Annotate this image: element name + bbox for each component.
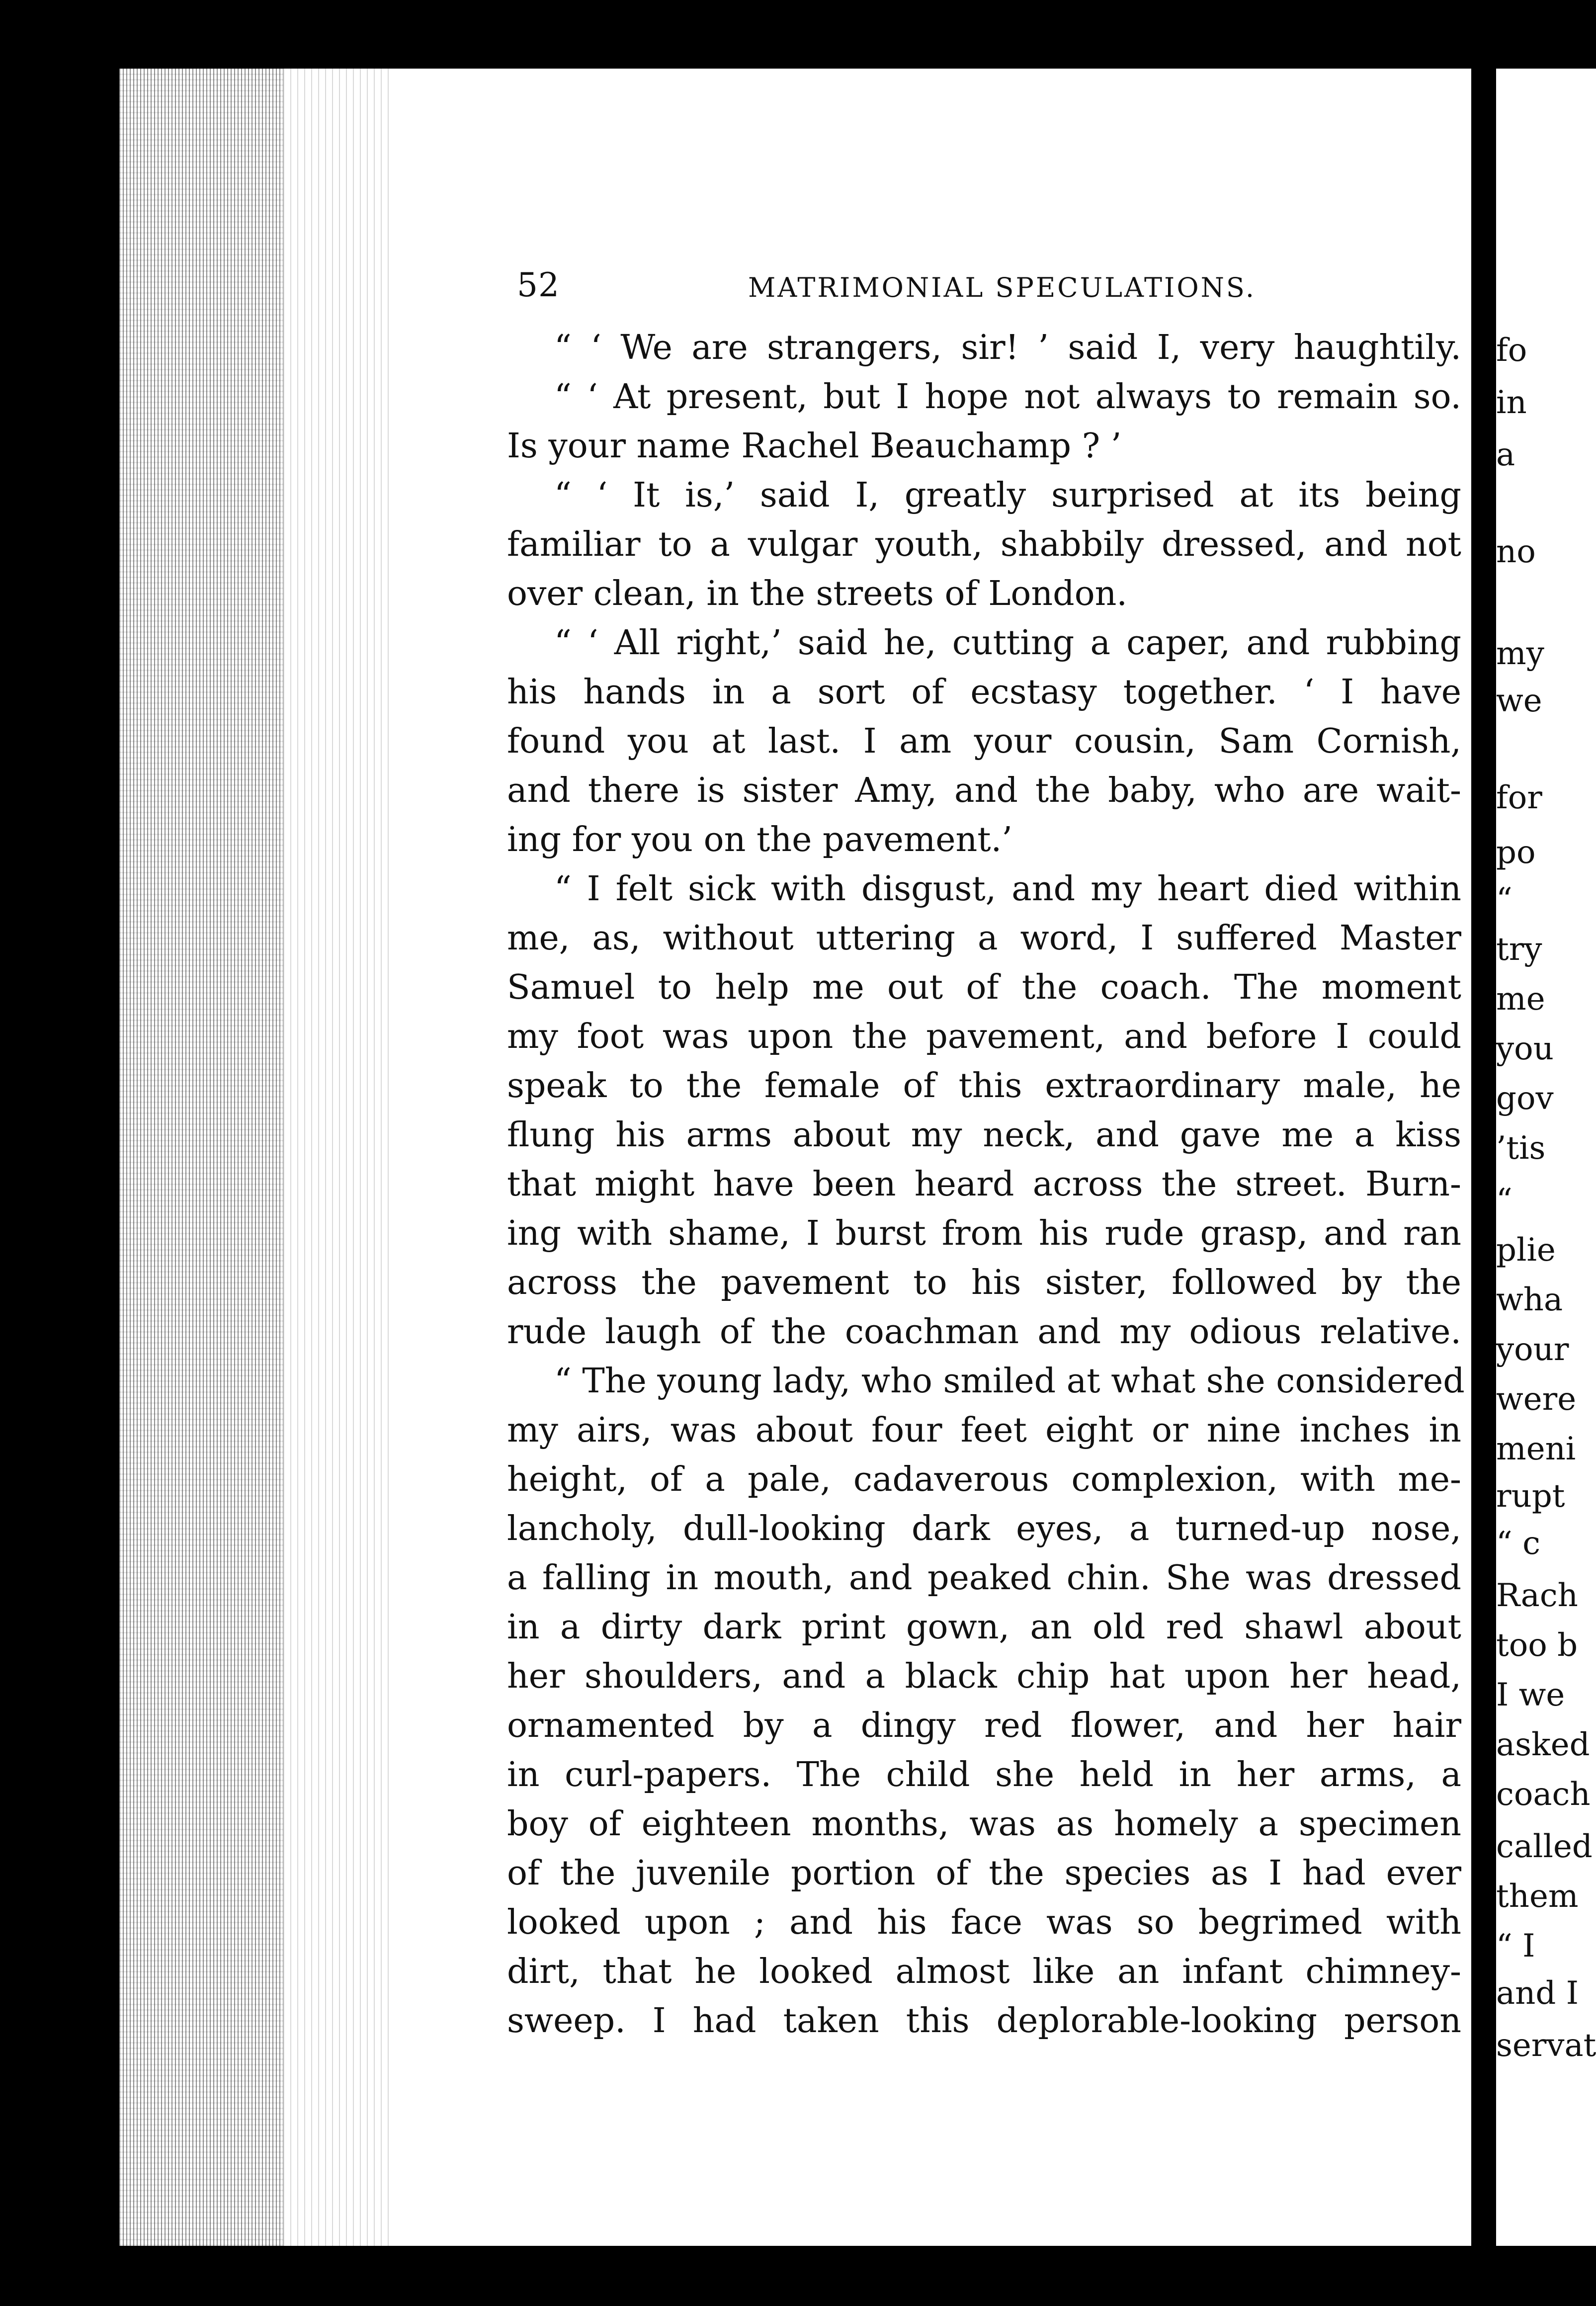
body-text: [507, 323, 1465, 2046]
facing-page-fragment: try: [1496, 931, 1542, 968]
facing-page-fragment: wha: [1496, 1281, 1563, 1318]
facing-page-fragment: no: [1496, 533, 1536, 570]
text-line: dirt, that he looked almost like an infant chimney-: [507, 1952, 1461, 1991]
facing-page-fragment: a: [1496, 436, 1515, 473]
text-line: her shoulders, and a black chip hat upon her head,: [507, 1657, 1461, 1696]
text-line: lancholy, dull-looking dark eyes, a turned-up nose,: [507, 1509, 1461, 1548]
facing-page-fragment: in: [1496, 384, 1527, 421]
text-line: ing for you on the pavement.’: [507, 820, 1012, 859]
text-line: in curl-papers. The child she held in her arms, a: [507, 1755, 1461, 1794]
facing-page-fragment: were: [1496, 1381, 1577, 1418]
facing-page-fragment: meni: [1496, 1431, 1576, 1467]
page-number: 52: [517, 266, 560, 304]
facing-page: [1496, 69, 1596, 2246]
facing-page-fragment: for: [1496, 779, 1542, 816]
facing-page-fragment: rupt: [1496, 1478, 1565, 1515]
text-line: sweep. I had taken this deplorable-looking person: [507, 2001, 1461, 2041]
text-line: Is your name Rachel Beauchamp ? ’: [507, 427, 1122, 466]
text-line: “ I felt sick with disgust, and my heart died within: [554, 869, 1461, 909]
text-line: height, of a pale, cadaverous complexion, with me-: [507, 1460, 1461, 1499]
text-line: and there is sister Amy, and the baby, who are wait-: [507, 771, 1461, 810]
facing-page-fragment: coach: [1496, 1776, 1591, 1813]
text-line: Samuel to help me out of the coach. The moment: [507, 968, 1461, 1007]
facing-page-fragment: me: [1496, 981, 1545, 1018]
facing-page-fragment: fo: [1496, 332, 1527, 369]
facing-page-fragment: gov: [1496, 1080, 1554, 1117]
text-line: ing with shame, I burst from his rude grasp, and ran: [507, 1214, 1461, 1253]
facing-page-fragment: plie: [1496, 1232, 1556, 1269]
text-line: my foot was upon the pavement, and before I could: [507, 1017, 1461, 1056]
text-line: across the pavement to his sister, followed by the: [507, 1263, 1461, 1302]
facing-page-fragment: “: [1496, 1182, 1512, 1219]
gutter-shadow: [1471, 75, 1491, 2222]
text-line: in a dirty dark print gown, an old red shawl about: [507, 1608, 1461, 1647]
facing-page-fragment: too b: [1496, 1627, 1578, 1664]
facing-page-fragment: servat: [1496, 2027, 1596, 2064]
text-line: familiar to a vulgar youth, shabbily dressed, and not: [507, 525, 1461, 564]
facing-page-fragment: “: [1496, 881, 1512, 918]
facing-page-fragment: “ c: [1496, 1525, 1540, 1562]
facing-page-fragment: asked: [1496, 1726, 1590, 1763]
text-line: “ The young lady, who smiled at what she considered: [554, 1362, 1465, 1401]
facing-page-fragment: and I: [1496, 1975, 1579, 2012]
text-line: over clean, in the streets of London.: [507, 574, 1128, 613]
facing-page-fragment: called: [1496, 1828, 1593, 1865]
text-line: “ ‘ We are strangers, sir! ’ said I, very haughtily.: [554, 328, 1461, 367]
text-line: speak to the female of this extraordinary male, he: [507, 1066, 1461, 1106]
facing-page-fragment: you: [1496, 1030, 1554, 1067]
text-line: ornamented by a dingy red flower, and her hair: [507, 1706, 1461, 1745]
text-line: looked upon ; and his face was so begrimed with: [507, 1903, 1461, 1942]
facing-page-fragment: my: [1496, 635, 1544, 672]
text-line: “ ‘ All right,’ said he, cutting a caper, and rubbing: [554, 623, 1461, 663]
text-line: rude laugh of the coachman and my odious relative.: [507, 1312, 1461, 1352]
text-line: that might have been heard across the street. Burn-: [507, 1165, 1461, 1204]
text-line: my airs, was about four feet eight or nine inches in: [507, 1411, 1461, 1450]
facing-page-fragment: I we: [1496, 1677, 1565, 1713]
text-line: “ ‘ At present, but I hope not always to remain so.: [554, 377, 1461, 417]
facing-page-fragment: ’tis: [1496, 1130, 1546, 1167]
text-line: found you at last. I am your cousin, Sam Cornish,: [507, 722, 1461, 761]
facing-page-fragment: po: [1496, 834, 1536, 871]
text-line: me, as, without uttering a word, I suffered Master: [507, 919, 1461, 958]
text-line: a falling in mouth, and peaked chin. She was dressed: [507, 1558, 1461, 1598]
running-head: [517, 266, 1461, 311]
text-line: of the juvenile portion of the species as I had ever: [507, 1854, 1461, 1893]
facing-page-fragment: your: [1496, 1331, 1569, 1368]
page-fore-edge: [119, 69, 283, 2246]
running-title: MATRIMONIAL SPECULATIONS.: [748, 272, 1257, 303]
facing-page-fragment: “ I: [1496, 1928, 1535, 1964]
facing-page-fragment: Rach: [1496, 1577, 1578, 1614]
text-line: his hands in a sort of ecstasy together. ‘ I have: [507, 673, 1461, 712]
facing-page-fragment: we: [1496, 683, 1542, 719]
text-line: flung his arms about my neck, and gave me a kiss: [507, 1115, 1461, 1155]
text-line: boy of eighteen months, was as homely a specimen: [507, 1804, 1461, 1844]
text-line: “ ‘ It is,’ said I, greatly surprised at its being: [554, 476, 1461, 515]
page-edge-shading: [283, 69, 393, 2246]
facing-page-fragment: them: [1496, 1878, 1579, 1915]
